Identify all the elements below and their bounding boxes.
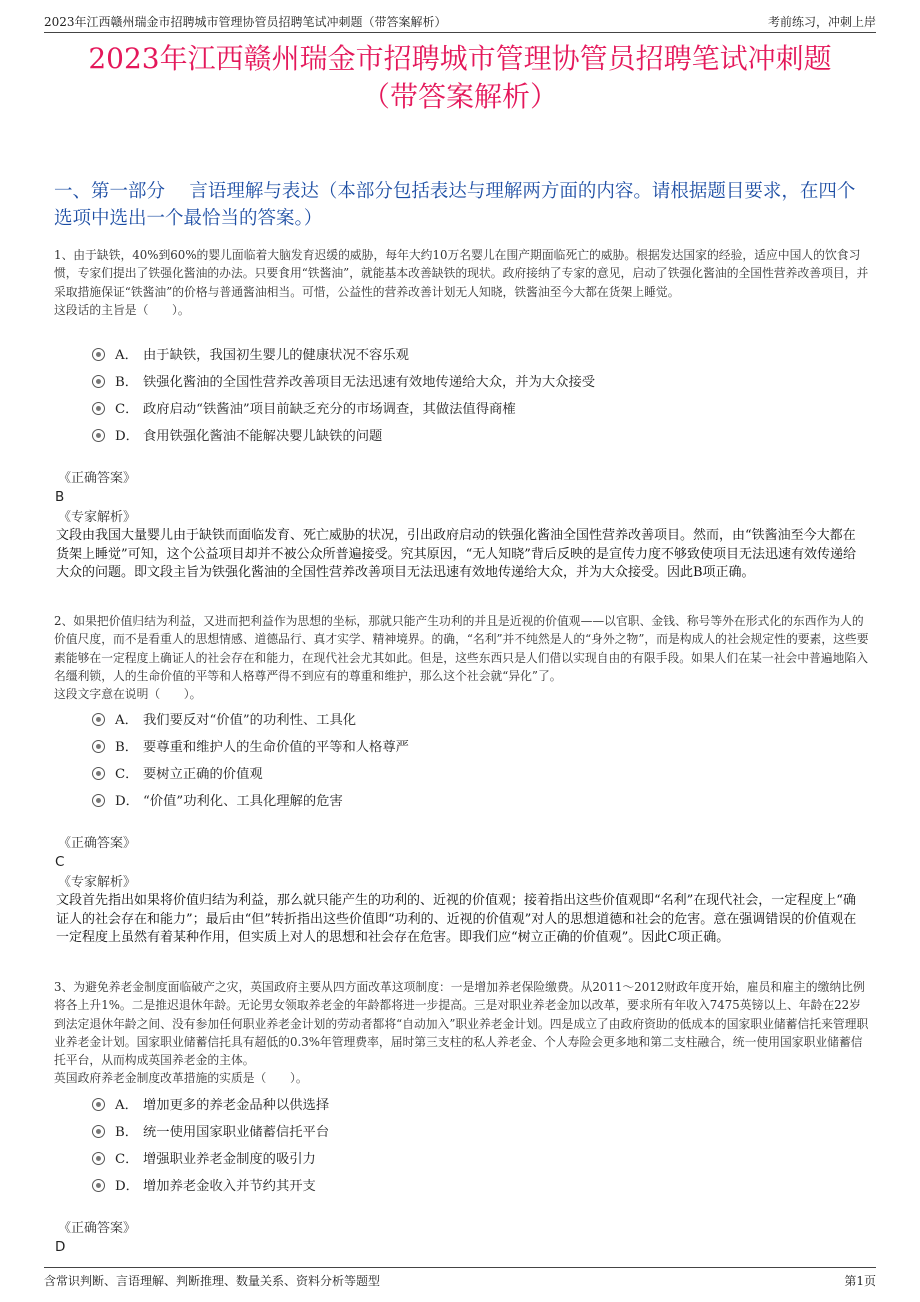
header-doc-title: 2023年江西赣州瑞金市招聘城市管理协管员招聘笔试冲刺题（带答案解析） (44, 15, 447, 29)
q3-option-a[interactable]: A． 增加更多的养老金品种以供选择 (92, 1095, 329, 1117)
radio-icon[interactable] (92, 740, 105, 753)
q2-option-d[interactable]: D． “价值”功利化、工具化理解的危害 (92, 791, 343, 813)
q2-option-a[interactable]: A． 我们要反对“价值”的功利性、工具化 (92, 710, 356, 732)
q3-answer-label: 《正确答案》 (58, 1221, 137, 1236)
question-ask: 这段文字意在说明（ ）。 (54, 687, 202, 702)
q2-analysis: 文段首先指出如果将价值归结为利益，那么就只能产生的功利的、近视的价值观；接着指出这些价值观即“名利”在现代社会，一定程度上“确证人的社会存在和能力”；最后由“但”转折指出这些价值即“功利的、近视的价值观”对人的思想道德和社会的危害。意在强调错误的价值观在一定程度上虽然有着某种作用，但实质上对人的思想和社会存在危害。即我们应“树立正确的价值观”。因此C项正确。 (56, 893, 857, 946)
radio-icon[interactable] (92, 1098, 105, 1111)
radio-icon[interactable] (92, 767, 105, 780)
q1-option-c[interactable]: C． 政府启动“铁酱油”项目前缺乏充分的市场调查，其做法值得商榷 (92, 399, 516, 421)
q2-analysis-label: 《专家解析》 (58, 875, 137, 890)
q3-option-c[interactable]: C． 增强职业养老金制度的吸引力 (92, 1149, 316, 1171)
q2-option-b[interactable]: B． 要尊重和维护人的生命价值的平等和人格尊严 (92, 737, 409, 759)
page-header (44, 10, 876, 33)
radio-icon[interactable] (92, 429, 105, 442)
q3-option-d[interactable]: D． 增加养老金收入并节约其开支 (92, 1176, 316, 1198)
q3-answer: D (55, 1239, 66, 1255)
q1-answer-label: 《正确答案》 (58, 471, 137, 486)
question-1 (54, 246, 869, 319)
q1-option-b[interactable]: B． 铁强化酱油的全国性营养改善项目无法迅速有效地传递给大众，并为大众接受 (92, 372, 595, 394)
question-2 (54, 612, 869, 703)
radio-icon[interactable] (92, 1125, 105, 1138)
q1-answer: B (55, 489, 65, 505)
q2-answer-label: 《正确答案》 (58, 836, 137, 851)
radio-icon[interactable] (92, 1179, 105, 1192)
radio-icon[interactable] (92, 794, 105, 807)
page-number: 第1页 (844, 1274, 876, 1288)
q3-option-b[interactable]: B． 统一使用国家职业储蓄信托平台 (92, 1122, 329, 1144)
radio-icon[interactable] (92, 348, 105, 361)
question-stem: 1、由于缺铁，40%到60%的婴儿面临着大脑发育迟缓的威胁，每年大约10万名婴儿在围产期面临死亡的威胁。根据发达国家的经验，适应中国人的饮食习惯，专家们提出了铁强化酱油的办法。只要食用“铁酱油”，就能基本改善缺铁的现状。政府接纳了专家的意见，启动了铁强化酱油的全国性营养改善项目，并采取措施保证“铁酱油”的价格与普通酱油相当。可惜，公益性的营养改善计划无人知晓，铁酱油至今大都在货架上睡觉。 (54, 248, 869, 299)
section-heading: 一、第一部分 言语理解与表达（本部分包括表达与理解两方面的内容。请根据题目要求，在四个选项中选出一个最恰当的答案。） (54, 181, 856, 229)
page-footer (44, 1267, 876, 1288)
q1-option-a[interactable]: A． 由于缺铁，我国初生婴儿的健康状况不容乐观 (92, 345, 409, 367)
radio-icon[interactable] (92, 713, 105, 726)
question-ask: 英国政府养老金制度改革措施的实质是（ ）。 (54, 1071, 308, 1086)
question-stem: 3、为避免养老金制度面临破产之灾，英国政府主要从四方面改革这项制度：一是增加养老保险缴费。从2011～2012财政年度开始，雇员和雇主的缴纳比例将各上升1%。二是推迟退休年龄。无论男女领取养老金的年龄都将进一步提高。三是对职业养老金加以改革，要求所有年收入7475英镑以上、年龄在22岁到法定退休年龄之间、没有参加任何职业养老金计划的劳动者都将“自动加入”职业养老金计划。四是成立了由政府资助的低成本的国家职业储蓄信托来管理职业养老金计划。国家职业储蓄信托具有超低的0.3%年管理费率，届时第三支柱的私人养老金、个人寿险会更多地和第二支柱融合，统一使用国家职业储蓄信托平台，从而构成英国养老金的主体。 (54, 980, 869, 1068)
q2-option-c[interactable]: C． 要树立正确的价值观 (92, 764, 263, 786)
page-title (0, 40, 920, 116)
radio-icon[interactable] (92, 1152, 105, 1165)
question-ask: 这段话的主旨是（ ）。 (54, 302, 190, 317)
radio-icon[interactable] (92, 402, 105, 415)
title-line-1: 2023年江西赣州瑞金市招聘城市管理协管员招聘笔试冲刺题 (88, 42, 832, 75)
footer-note: 含常识判断、言语理解、判断推理、数量关系、资料分析等题型 (44, 1274, 381, 1288)
q1-analysis-label: 《专家解析》 (58, 510, 137, 525)
q1-option-d[interactable]: D． 食用铁强化酱油不能解决婴儿缺铁的问题 (92, 426, 382, 448)
q1-analysis: 文段由我国大量婴儿由于缺铁而面临发育、死亡威胁的状况，引出政府启动的铁强化酱油全国性营养改善项目。然而，由“铁酱油至今大都在货架上睡觉”可知，这个公益项目却并不被公众所普遍接受。究其原因，“无人知晓”背后反映的是宣传力度不够致使项目无法迅速有效传递给大众的问题。即文段主旨为铁强化酱油的全国性营养改善项目无法迅速有效地传递给大众，并为大众接受。因此B项正确。 (56, 528, 856, 581)
header-slogan: 考前练习，冲刺上岸 (767, 15, 876, 29)
question-3 (54, 978, 869, 1088)
title-line-2: （带答案解析） (361, 80, 558, 113)
question-stem: 2、如果把价值归结为利益，又进而把利益作为思想的坐标，那就只能产生功利的并且是近视的价值观——以官职、金钱、称号等外在形式化的东西作为人的价值尺度，而不是看重人的思想情感、道德品行、真才实学、精神境界。的确，“名利”并不纯然是人的“身外之物”，而是构成人的社会规定性的要素，这些要素能够在一定程度上确证人的社会存在和能力，在现代社会尤其如此。但是，这些东西只是人们借以实现自由的有限手段。如果人们在某一社会中普遍地陷入名缰利锁，人的生命价值的平等和人格尊严得不到应有的尊重和维护，那么这个社会就“异化”了。 (54, 614, 869, 683)
radio-icon[interactable] (92, 375, 105, 388)
q2-answer: C (55, 854, 65, 870)
